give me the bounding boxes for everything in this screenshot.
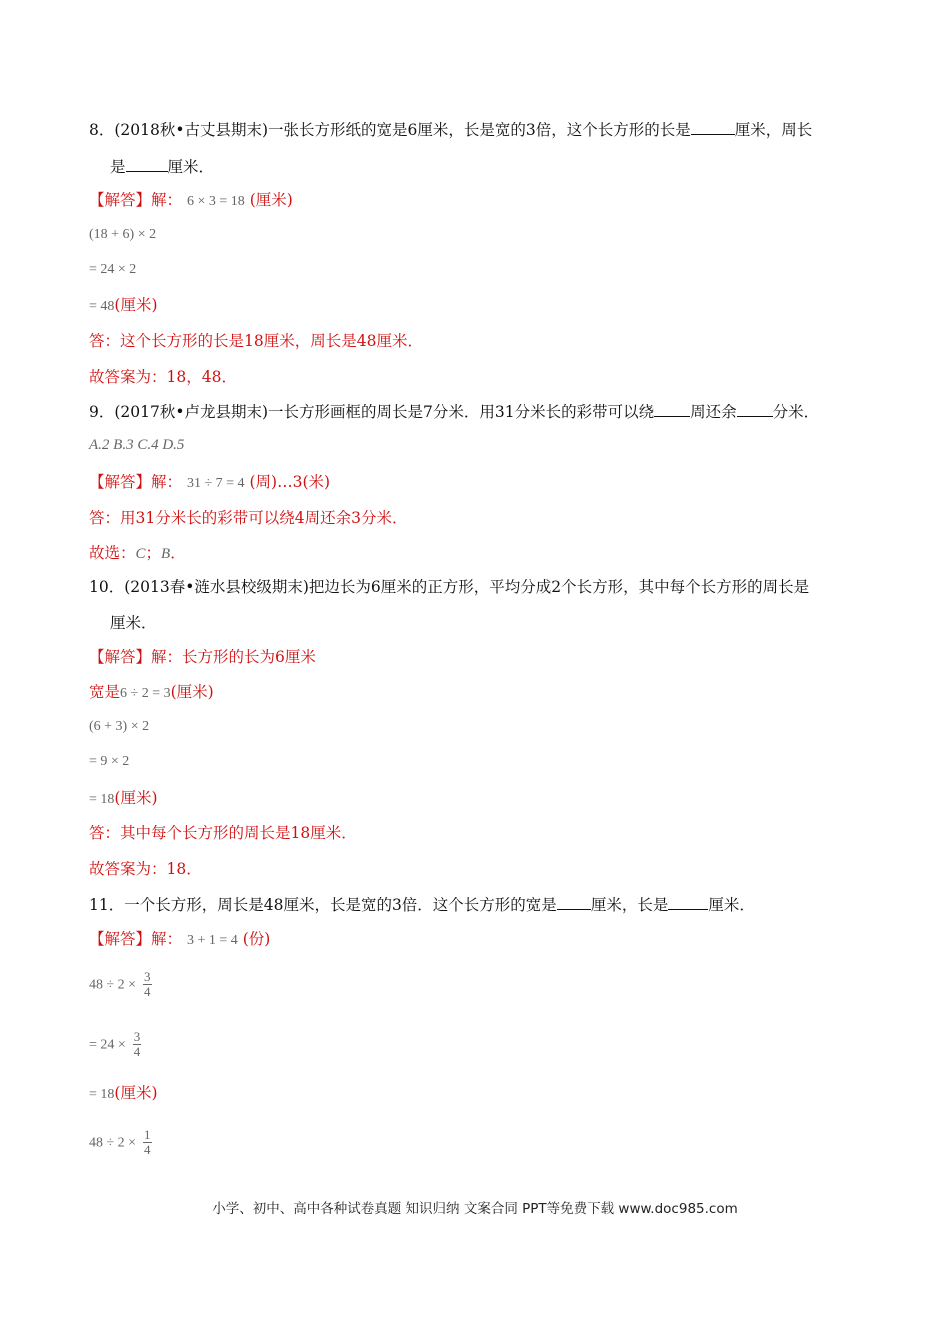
q11-blank-width <box>557 893 591 910</box>
q10-final: 故答案为：18． <box>89 860 202 878</box>
q11-blank-length <box>668 893 708 910</box>
q8-final: 故答案为：18，48． <box>89 368 237 386</box>
q9-solution-label: 【解答】解： <box>89 473 183 491</box>
q11-step3-expr: = 18 <box>89 1087 115 1102</box>
q8-answer: 答：这个长方形的长是18厘米，周长是48厘米． <box>89 332 423 350</box>
q11-step1-numerator: 3 <box>144 969 151 984</box>
q10-step3 <box>89 787 158 811</box>
q9-solution-expr: 31 ÷ 7 = 4 <box>186 476 245 491</box>
q10-step3-unit: (厘米) <box>114 789 158 807</box>
q8-step1: (18 + 6) × 2 <box>89 227 157 242</box>
q11-step3-unit: (厘米) <box>114 1084 158 1102</box>
q8-solution-header <box>89 189 293 213</box>
q8-text-a: 8．(2018秋•古丈县期末)一张长方形纸的宽是6厘米，长是宽的3倍，这个长方形的长是 <box>89 121 691 139</box>
q9-final-end: ． <box>170 544 186 562</box>
q11-step1 <box>89 970 152 999</box>
q9-solution-header <box>89 471 330 495</box>
q10-question-line2: 厘米． <box>110 614 157 632</box>
q9-solution-unit: (周)…3(米) <box>249 473 331 491</box>
q9-final-choice-1: C <box>135 546 146 562</box>
q10-question-line1: 10．(2013春•涟水县校级期末)把边长为6厘米的正方形，平均分成2个长方形，其中每个长方形的周长是 <box>89 578 810 596</box>
q11-step1-fraction <box>143 970 152 999</box>
q8-blank-length <box>691 118 735 135</box>
q10-answer: 答：其中每个长方形的周长是18厘米． <box>89 824 357 842</box>
q9-final-choice-2: B <box>161 546 171 562</box>
q11-step4-denominator: 4 <box>144 1142 151 1157</box>
q11-text-b: 厘米，长是 <box>590 896 669 914</box>
q8-step3-expr: = 48 <box>89 299 115 314</box>
q9-blank-laps <box>654 400 690 417</box>
q11-step4 <box>89 1128 152 1157</box>
q8-question-line2 <box>110 155 214 178</box>
q11-solution-label: 【解答】解： <box>89 930 183 948</box>
q8-step2: = 24 × 2 <box>89 262 137 277</box>
q9-answer: 答：用31分米长的彩带可以绕4周还余3分米． <box>89 509 408 527</box>
q9-options: A.2 B.3 C.4 D.5 <box>89 437 185 453</box>
q10-width-line <box>89 681 214 705</box>
q11-solution-unit: (份) <box>242 930 271 948</box>
q11-step2-fraction <box>133 1030 142 1059</box>
q8-text-c: 是 <box>110 158 126 176</box>
q10-width-unit: (厘米) <box>170 683 214 701</box>
q9-final-sep: ； <box>145 544 162 562</box>
q11-step2-denominator: 4 <box>133 1044 141 1059</box>
q11-step1-expr: 48 ÷ 2 × <box>89 977 137 993</box>
q9-final-label: 故选： <box>89 544 136 562</box>
q11-step4-expr: 48 ÷ 2 × <box>89 1135 137 1151</box>
q11-step2-numerator: 3 <box>133 1029 141 1044</box>
q11-solution-header <box>89 928 270 952</box>
q11-question-line1 <box>89 893 755 916</box>
q9-text-a: 9．(2017秋•卢龙县期末)一长方形画框的周长是7分米．用31分米长的彩带可以绕 <box>89 403 655 421</box>
q8-solution-label: 【解答】解： <box>89 191 183 209</box>
q10-width-label: 宽是 <box>89 683 121 701</box>
q11-step4-fraction <box>143 1128 152 1157</box>
q8-text-b: 厘米，周长 <box>734 121 813 139</box>
q10-step2: = 9 × 2 <box>89 754 130 769</box>
q9-question-line1 <box>89 400 819 423</box>
q8-text-d: 厘米． <box>167 158 215 176</box>
q11-text-a: 11．一个长方形，周长是48厘米，长是宽的3倍．这个长方形的宽是 <box>89 896 557 914</box>
q9-final <box>89 542 186 565</box>
q9-text-c: 分米． <box>772 403 820 421</box>
q8-solution-unit: (厘米) <box>249 191 293 209</box>
q11-step4-numerator: 1 <box>144 1127 151 1142</box>
q8-solution-expr: 6 × 3 = 18 <box>186 194 245 209</box>
q8-step3 <box>89 294 158 318</box>
q11-step2-expr: = 24 × <box>89 1037 126 1053</box>
q11-solution-expr: 3 + 1 = 4 <box>186 933 238 948</box>
q10-step3-expr: = 18 <box>89 792 115 807</box>
page-footer: 小学、初中、高中各种试卷真题 知识归纳 文案合同 PPT等免费下载 www.doc985.com <box>212 1201 738 1217</box>
q9-blank-remainder <box>737 400 773 417</box>
q10-solution-header: 【解答】解：长方形的长为6厘米 <box>89 648 316 666</box>
q10-width-expr: 6 ÷ 2 = 3 <box>120 686 171 701</box>
q11-text-c: 厘米． <box>708 896 755 914</box>
q9-text-b: 周还余 <box>690 403 737 421</box>
q11-step1-denominator: 4 <box>144 984 151 999</box>
q8-question-line1 <box>89 118 812 141</box>
q10-step1: (6 + 3) × 2 <box>89 719 150 734</box>
q8-blank-perimeter <box>126 155 168 172</box>
q11-step2 <box>89 1030 141 1059</box>
q11-step3 <box>89 1082 158 1106</box>
q8-step3-unit: (厘米) <box>114 296 158 314</box>
